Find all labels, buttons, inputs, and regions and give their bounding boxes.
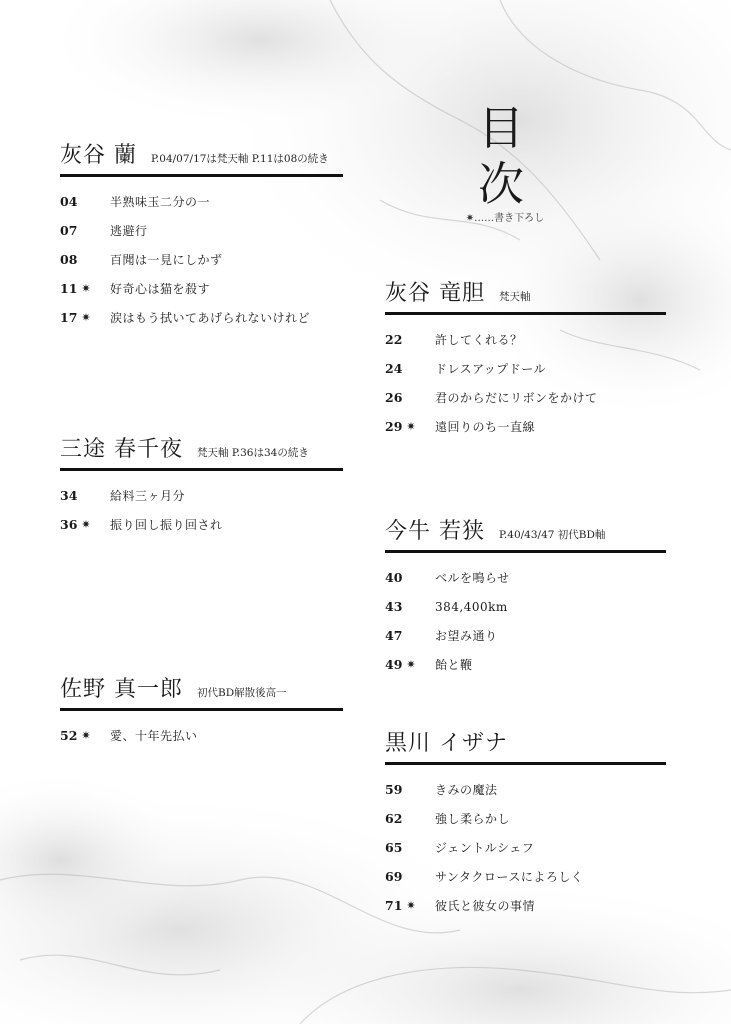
section-note: P.40/43/47 初代BD軸 — [499, 529, 606, 541]
star-icon: ✷ — [81, 729, 91, 742]
section-divider — [385, 550, 666, 553]
page-number-text: 52 — [60, 728, 78, 743]
star-icon: ✷ — [406, 658, 416, 671]
page-number — [60, 728, 110, 743]
page-number-text: 26 — [385, 390, 403, 405]
page-number — [385, 390, 435, 405]
section-divider — [60, 468, 343, 471]
section-header — [385, 514, 666, 548]
section-header — [385, 726, 666, 760]
story-title: ベルを鳴らせ — [435, 571, 510, 585]
section-note: 梵天軸 P.36は34の続き — [197, 447, 309, 459]
story-title: 振り回し振り回され — [110, 518, 223, 532]
story-title: 飴と鞭 — [435, 658, 473, 672]
page-number — [385, 657, 435, 672]
story-title: 百聞は一見にしかず — [110, 253, 223, 267]
toc-entry[interactable] — [385, 862, 666, 891]
section-sano-shinichiro — [60, 672, 343, 750]
page-number — [385, 419, 435, 434]
story-title: 好奇心は猫を殺す — [110, 282, 211, 296]
toc-entry[interactable] — [60, 274, 343, 303]
star-icon: ✷ — [81, 282, 91, 295]
toc-entry[interactable] — [60, 481, 343, 510]
page-number-text: 22 — [385, 332, 403, 347]
rewrite-legend: ✷……書き下ろし — [465, 213, 545, 224]
story-title: ドレスアップドール — [435, 362, 547, 376]
story-title: 遠回りのち一直線 — [435, 420, 536, 434]
section-imaushi-wakasa — [385, 514, 666, 679]
toc-entry[interactable] — [60, 303, 343, 332]
story-title: お望み通り — [435, 629, 498, 643]
page-number — [385, 332, 435, 347]
page-number-text: 59 — [385, 782, 403, 797]
page-number — [60, 517, 110, 532]
section-divider — [60, 174, 343, 177]
page-number — [385, 811, 435, 826]
story-title: 愛、十年先払い — [110, 729, 198, 743]
toc-entry[interactable] — [385, 563, 666, 592]
page-number — [60, 281, 110, 296]
page-number-text: 08 — [60, 252, 78, 267]
toc-entry[interactable] — [385, 592, 666, 621]
page-number — [385, 840, 435, 855]
toc-entry[interactable] — [60, 187, 343, 216]
section-divider — [385, 762, 666, 765]
page-number — [385, 898, 435, 913]
section-divider — [60, 708, 343, 711]
page-number-text: 43 — [385, 599, 403, 614]
star-icon: ✷ — [81, 311, 91, 324]
page-number-text: 69 — [385, 869, 403, 884]
story-title: 給料三ヶ月分 — [110, 489, 186, 503]
section-header — [60, 672, 343, 706]
toc-entry[interactable] — [60, 216, 343, 245]
character-name: 黒川 イザナ — [385, 731, 508, 756]
page-number-text: 40 — [385, 570, 403, 585]
star-icon: ✷ — [406, 899, 416, 912]
page-number-text: 17 — [60, 310, 78, 325]
story-title: 許してくれる？ — [435, 333, 523, 347]
page-number — [60, 310, 110, 325]
section-haitani-ran — [60, 138, 343, 332]
page-number-text: 07 — [60, 223, 78, 238]
toc-entry[interactable] — [385, 354, 666, 383]
character-name: 今牛 若狭 — [385, 519, 485, 544]
story-title: 半熟味玉二分の一 — [110, 195, 211, 209]
page-number — [385, 782, 435, 797]
toc-entry[interactable] — [60, 510, 343, 539]
page-number-text: 29 — [385, 419, 403, 434]
toc-entry[interactable] — [60, 245, 343, 274]
story-title: 384,400km — [435, 599, 508, 614]
page-number — [60, 488, 110, 503]
toc-entry[interactable] — [385, 833, 666, 862]
page-number-text: 47 — [385, 628, 403, 643]
toc-entry[interactable] — [60, 721, 343, 750]
toc-entry[interactable] — [385, 412, 666, 441]
page-number-text: 34 — [60, 488, 78, 503]
page-number-text: 04 — [60, 194, 78, 209]
toc-entry[interactable] — [385, 325, 666, 354]
story-title: 涙はもう拭いてあげられないけれど — [110, 311, 311, 325]
page-number — [385, 869, 435, 884]
character-name: 三途 春千夜 — [60, 437, 183, 462]
section-sanzu-haruchiyo — [60, 432, 343, 539]
section-header — [60, 138, 343, 172]
section-header — [385, 276, 666, 310]
toc-title-block — [440, 100, 570, 226]
page-number-text: 36 — [60, 517, 78, 532]
page-number-text: 24 — [385, 361, 403, 376]
page-title: 目 次 — [478, 101, 532, 211]
page-number — [60, 252, 110, 267]
section-header — [60, 432, 343, 466]
page-number-text: 11 — [60, 281, 78, 296]
section-note: P.04/07/17は梵天軸 P.11は08の続き — [151, 153, 329, 165]
story-title: きみの魔法 — [435, 783, 498, 797]
toc-entry[interactable] — [385, 621, 666, 650]
section-divider — [385, 312, 666, 315]
section-haitani-rindou — [385, 276, 666, 441]
page-number-text: 49 — [385, 657, 403, 672]
story-title: 逃避行 — [110, 224, 148, 238]
character-name: 佐野 真一郎 — [60, 677, 183, 702]
story-title: 君のからだにリボンをかけて — [435, 391, 598, 405]
page-number — [385, 599, 435, 614]
page-number — [385, 628, 435, 643]
page-number — [385, 570, 435, 585]
character-name: 灰谷 蘭 — [60, 143, 137, 168]
page-number-text: 62 — [385, 811, 403, 826]
story-title: サンタクロースによろしく — [435, 870, 584, 884]
story-title: 彼氏と彼女の事情 — [435, 899, 536, 913]
page-number-text: 71 — [385, 898, 403, 913]
character-name: 灰谷 竜胆 — [385, 281, 485, 306]
section-note: 初代BD解散後高一 — [197, 687, 287, 699]
section-note: 梵天軸 — [499, 291, 531, 303]
page-number — [60, 194, 110, 209]
story-title: ジェントルシェフ — [435, 841, 535, 855]
page-number — [60, 223, 110, 238]
section-kurokawa-izana — [385, 726, 666, 920]
toc-entry[interactable] — [385, 775, 666, 804]
star-icon: ✷ — [81, 518, 91, 531]
star-icon: ✷ — [406, 420, 416, 433]
page-number-text: 65 — [385, 840, 403, 855]
story-title: 強し柔らかし — [435, 812, 511, 826]
toc-entry[interactable] — [385, 891, 666, 920]
toc-entry[interactable] — [385, 650, 666, 679]
toc-entry[interactable] — [385, 804, 666, 833]
page-number — [385, 361, 435, 376]
toc-entry[interactable] — [385, 383, 666, 412]
